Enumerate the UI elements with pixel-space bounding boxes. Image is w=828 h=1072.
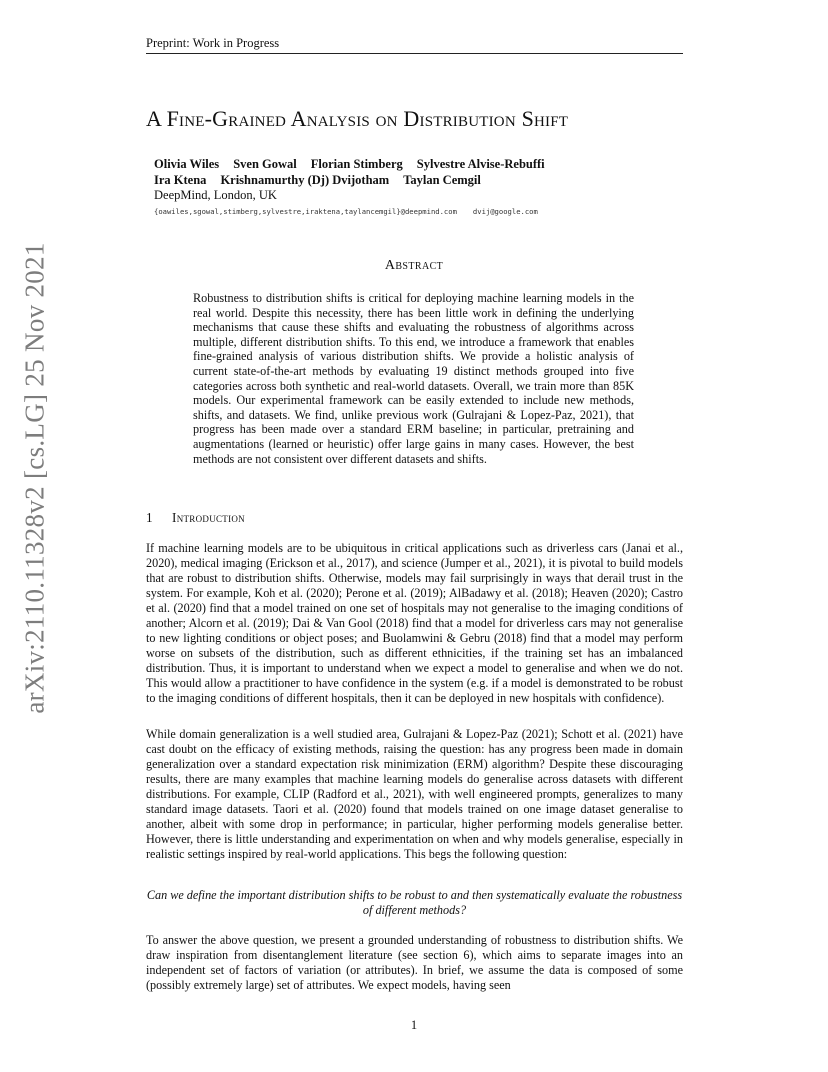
research-question: Can we define the important distribution shifts to be robust to and then systematically evaluate the robustness of different methods? (146, 888, 683, 917)
email-group[interactable]: {oawiles,sgowal,stimberg,sylvestre,iraktena,taylancemgil}@deepmind.com (154, 207, 457, 216)
intro-paragraph-1: If machine learning models are to be ubiquitous in critical applications such as driverless cars (Janai et al., 2020), medical imaging (Erickson et al., 2017), and science (Jumper et al., 2021), it is pivotal to build models that are robust to distribution shifts. Otherwise, models may fail surprisingly in ways that derail trust in the system. For example, Koh et al. (2020); Perone et al. (2019); AlBadawy et al. (2018); Heaven (2020); Castro et al. (2020) find that a model trained on one set of hospitals may not generalise to the imaging conditions of another; Alcorn et al. (2019); Dai & Van Gool (2018) find that a model for driverless cars may not generalise to new lighting conditions or object poses; and Buolamwini & Gebru (2018) find that a model may perform worse on subsets of the distribution, such as different ethnicities, if the training set has an imbalanced distribution. Thus, it is important to understand when we expect a model to generalise and when we do not. This would allow a practitioner to have confidence in the system (e.g. if a model is demonstrated to be robust to the imaging conditions of different hospitals, then it can be deployed in new hospitals with confidence). (146, 541, 683, 705)
email-single[interactable]: dvij@google.com (472, 207, 538, 216)
author-name: Olivia Wiles (154, 157, 220, 171)
author-name: Florian Stimberg (310, 157, 403, 171)
abstract-text: Robustness to distribution shifts is critical for deploying machine learning models in the real world. Despite this necessity, there has been little work in defining the underlying mechanisms that cause these shifts and evaluating the robustness of algorithms across multiple, different distribution shifts. To this end, we introduce a framework that enables fine-grained analysis of various distribution shifts. We provide a holistic analysis of current state-of-the-art methods by evaluating 19 distinct methods grouped into five categories across both synthetic and real-world datasets. Overall, we train more than 85K models. Our experimental framework can be easily extended to include new methods, shifts, and datasets. We find, unlike previous work (Gulrajani & Lopez-Paz, 2021), that progress has been made over a standard ERM baseline; in particular, pretraining and augmentations (learned or heuristic) offer large gains in many cases. However, the best methods are not consistent over different datasets and shifts. (193, 291, 634, 466)
intro-paragraph-3: To answer the above question, we present a grounded understanding of robustness to distribution shifts. We draw inspiration from disentanglement literature (see section 6), which aims to separate images into an independent set of factors of variation (or attributes). In brief, we assume the data is composed of some (possibly extremely large) set of attributes. We expect models, having seen (146, 933, 683, 992)
header-rule (146, 53, 683, 54)
section-number: 1 (146, 510, 153, 525)
author-name: Sylvestre Alvise-Rebuffi (416, 157, 545, 171)
author-name: Taylan Cemgil (403, 173, 481, 187)
author-name: Ira Ktena (154, 173, 207, 187)
author-line-2 (154, 172, 559, 188)
arxiv-stamp: arXiv:2110.11328v2 [cs.LG] 25 Nov 2021 (19, 242, 50, 714)
author-name: Krishnamurthy (Dj) Dvijotham (220, 173, 390, 187)
author-list (154, 156, 559, 188)
affiliation: DeepMind, London, UK (154, 188, 277, 202)
page-number: 1 (410, 1018, 418, 1032)
author-line-1 (154, 156, 559, 172)
abstract-heading: Abstract (384, 258, 444, 273)
section-heading (146, 510, 245, 526)
section-title: Introduction (172, 510, 245, 525)
paper-title: A Fine-Grained Analysis on Distribution Shift (146, 106, 569, 131)
author-emails (154, 207, 538, 216)
author-name: Sven Gowal (233, 157, 297, 171)
intro-paragraph-2: While domain generalization is a well studied area, Gulrajani & Lopez-Paz (2021); Schott et al. (2021) have cast doubt on the efficacy of existing methods, raising the question: has any progress been made in domain generalization over a standard expectation risk minimization (ERM) algorithm? Despite these discouraging results, there are many examples that machine learning models do generalise across datasets with different distributions. For example, CLIP (Radford et al., 2021), with well engineered prompts, generalizes to many standard image datasets. Taori et al. (2020) found that models trained on one image dataset generalise to another, albeit with some drop in performance; in particular, higher performing models generalise better. However, there is little understanding and experimentation on when and why models generalise, especially in realistic settings inspired by real-world applications. This begs the following question: (146, 727, 683, 861)
running-header: Preprint: Work in Progress (146, 36, 280, 50)
